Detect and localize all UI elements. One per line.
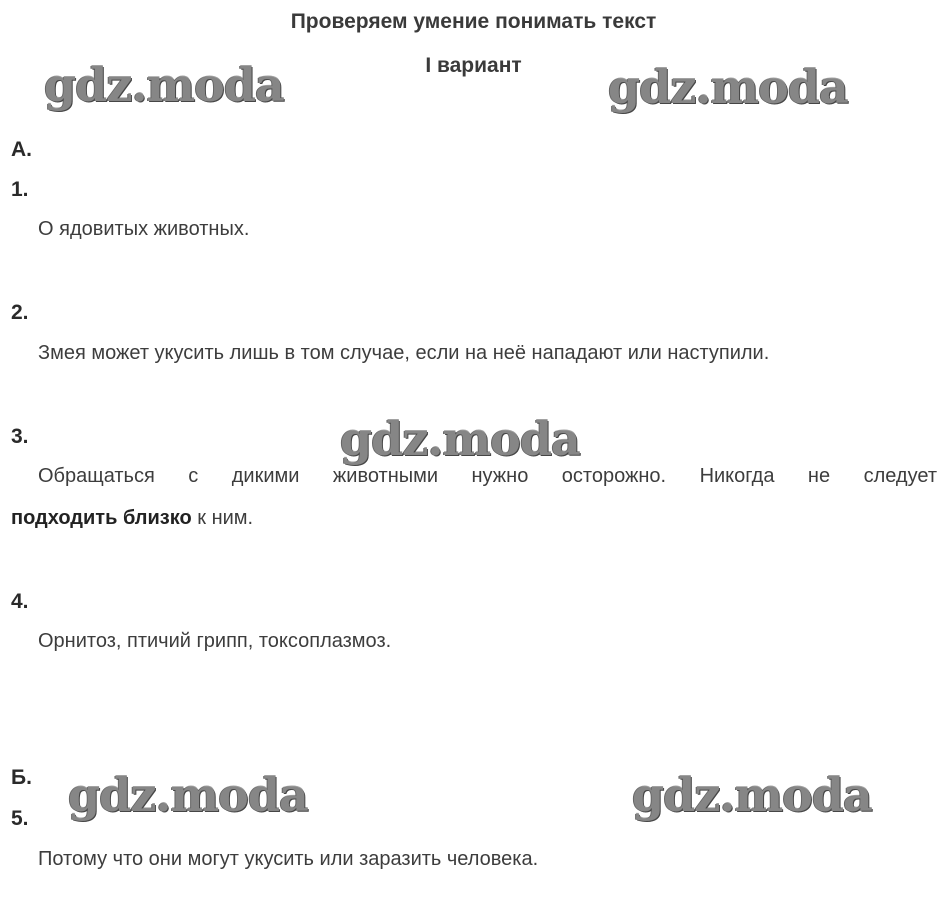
answer-text-end: к ним. (191, 507, 254, 529)
item-number: 1. (11, 178, 29, 201)
watermark-logo: gdz.moda (608, 60, 848, 114)
watermark-logo: gdz.moda (68, 768, 308, 822)
answer-text: О ядовитых животных. (38, 218, 250, 240)
answer-text: Змея может укусить лишь в том случае, если на неё нападают или наступили. (38, 342, 770, 364)
watermark-logo: gdz.moda (632, 768, 872, 822)
section-a-label: А. (11, 138, 32, 161)
item-number: 5. (11, 807, 29, 830)
variant-heading: I вариант (425, 54, 522, 77)
answer-text: Орнитоз, птичий грипп, токсоплазмоз. (38, 630, 392, 652)
item-number: 3. (11, 425, 29, 448)
answer-text-line: Обращаться с дикими животными нужно осторожно. Никогда не следует (38, 465, 937, 487)
answer-bold-text: подходить близко (11, 507, 192, 529)
watermark-logo: gdz.moda (340, 412, 580, 466)
item-number: 2. (11, 301, 29, 324)
answer-paragraph (11, 455, 937, 539)
watermark-logo: gdz.moda (44, 58, 284, 112)
page-title: Проверяем умение понимать текст (290, 10, 657, 33)
section-b-label: Б. (11, 766, 32, 789)
item-number: 4. (11, 590, 29, 613)
answer-text: Потому что они могут укусить или заразить человека. (38, 848, 539, 870)
